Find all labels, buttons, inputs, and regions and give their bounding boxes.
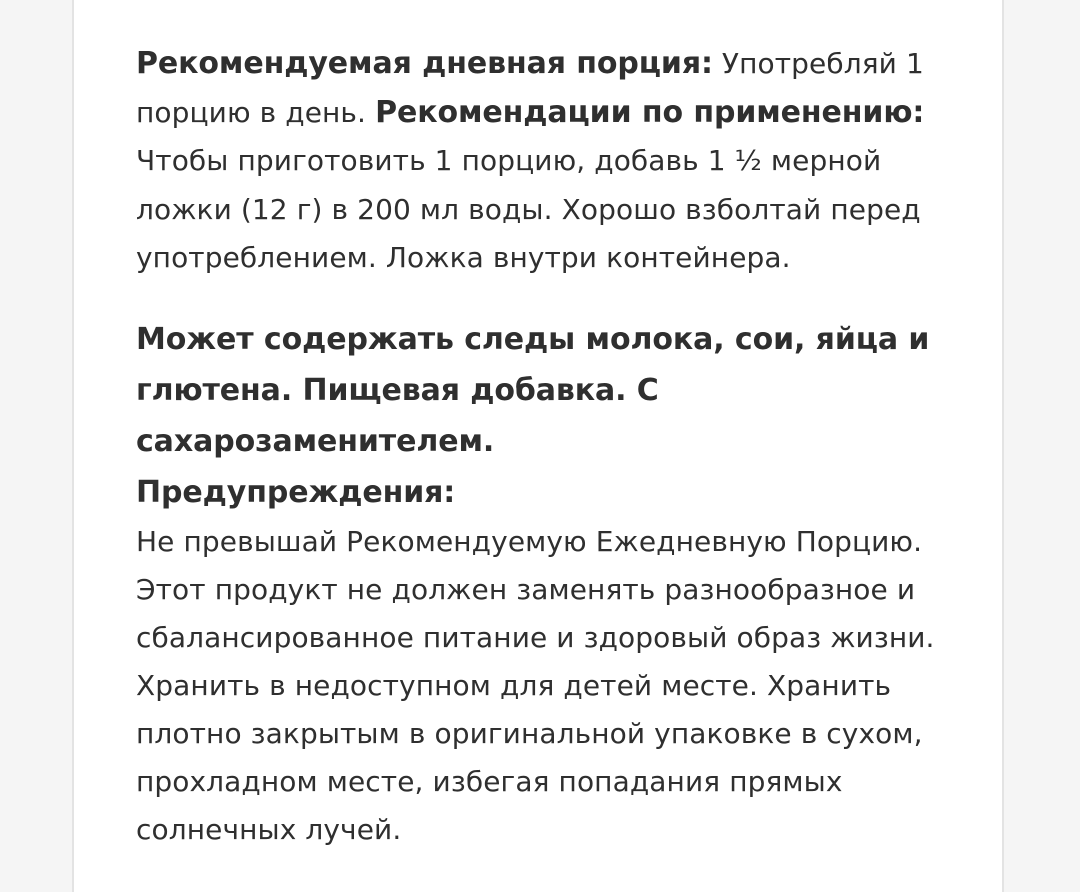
- dosage-paragraph: [136, 40, 956, 283]
- usage-label: Рекомендации по применению:: [375, 94, 925, 130]
- daily-dose-label: Рекомендуемая дневная порция:: [136, 46, 713, 81]
- usage-text: Чтобы приготовить 1 порцию, добавь 1 ½ мерной ложки (12 г) в 200 мл воды. Хорошо взболтай перед употреблением. Ложка внутри контейнера.: [136, 144, 921, 274]
- warnings-heading: Предупреждения:: [136, 474, 456, 510]
- allergen-notice: Может содержать следы молока, сои, яйца и глютена. Пищевая добавка. С сахарозаменителем.: [136, 321, 930, 459]
- product-description-card: [72, 0, 1004, 892]
- warnings-text: Не превышай Рекомендуемую Ежедневную Порцию. Этот продукт не должен заменять разнообразное и сбалансированное питание и здоровый образ жизни. Хранить в недоступном для детей месте. Хранить плотно закрытым в оригинальной упаковке в сухом, прохладном месте, избегая попадания прямых солнечных лучей.: [136, 524, 935, 846]
- paragraph-spacer: [136, 283, 956, 314]
- product-description-content: [136, 40, 956, 854]
- daily-dose-text: Употребляй 1 порцию в день.: [136, 47, 924, 129]
